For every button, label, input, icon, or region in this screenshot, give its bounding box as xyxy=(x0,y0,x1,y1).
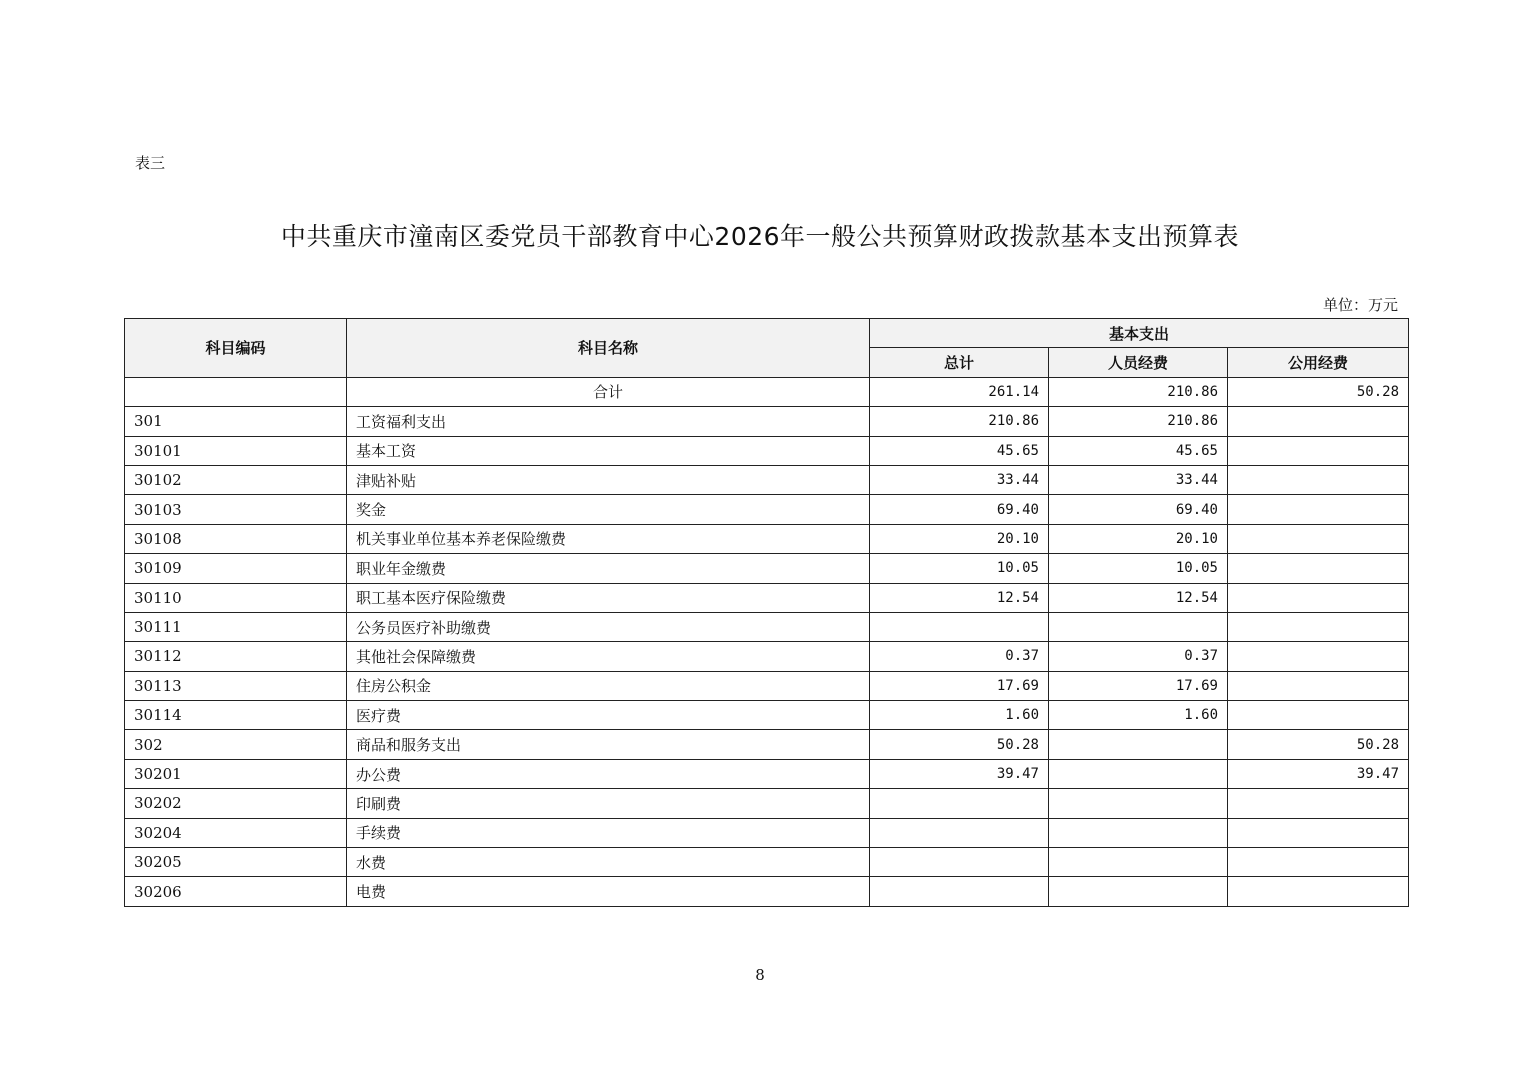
row-code: 30101 xyxy=(125,436,347,465)
row-code: 30112 xyxy=(125,642,347,671)
row-total: 33.44 xyxy=(870,465,1049,494)
total-row-total: 261.14 xyxy=(870,377,1049,406)
row-total: 45.65 xyxy=(870,436,1049,465)
row-personnel-cost: 210.86 xyxy=(1049,407,1228,436)
row-code: 30103 xyxy=(125,495,347,524)
row-personnel-cost: 69.40 xyxy=(1049,495,1228,524)
row-code: 302 xyxy=(125,730,347,759)
row-public-cost: 50.28 xyxy=(1228,730,1409,759)
table-row xyxy=(125,465,1409,494)
row-total: 12.54 xyxy=(870,583,1049,612)
total-row-personnel: 210.86 xyxy=(1049,377,1228,406)
row-total xyxy=(870,818,1049,847)
row-code: 30111 xyxy=(125,612,347,641)
total-row-name: 合计 xyxy=(347,377,870,406)
row-code: 30109 xyxy=(125,554,347,583)
row-public-cost xyxy=(1228,848,1409,877)
row-public-cost xyxy=(1228,642,1409,671)
row-name: 职工基本医疗保险缴费 xyxy=(347,583,870,612)
row-personnel-cost: 17.69 xyxy=(1049,671,1228,700)
row-personnel-cost: 33.44 xyxy=(1049,465,1228,494)
row-code: 30205 xyxy=(125,848,347,877)
row-total: 39.47 xyxy=(870,759,1049,788)
row-code: 30206 xyxy=(125,877,347,906)
row-total xyxy=(870,612,1049,641)
row-personnel-cost xyxy=(1049,848,1228,877)
table-row xyxy=(125,730,1409,759)
table-row xyxy=(125,436,1409,465)
row-total xyxy=(870,848,1049,877)
row-personnel-cost: 20.10 xyxy=(1049,524,1228,553)
row-public-cost xyxy=(1228,407,1409,436)
table-row xyxy=(125,877,1409,906)
row-public-cost xyxy=(1228,671,1409,700)
row-name: 公务员医疗补助缴费 xyxy=(347,612,870,641)
page-title: 中共重庆市潼南区委党员干部教育中心2026年一般公共预算财政拨款基本支出预算表 xyxy=(280,221,1240,251)
table-row xyxy=(125,701,1409,730)
row-personnel-cost: 1.60 xyxy=(1049,701,1228,730)
row-public-cost xyxy=(1228,612,1409,641)
row-public-cost xyxy=(1228,877,1409,906)
row-code: 30202 xyxy=(125,789,347,818)
table-row xyxy=(125,583,1409,612)
row-code: 30204 xyxy=(125,818,347,847)
row-name: 职业年金缴费 xyxy=(347,554,870,583)
budget-table xyxy=(124,318,1409,907)
table-number-label: 表三 xyxy=(135,154,166,172)
row-personnel-cost: 45.65 xyxy=(1049,436,1228,465)
row-name: 商品和服务支出 xyxy=(347,730,870,759)
row-public-cost xyxy=(1228,436,1409,465)
table-row xyxy=(125,642,1409,671)
header-public-cost: 公用经费 xyxy=(1228,348,1409,377)
row-name: 其他社会保障缴费 xyxy=(347,642,870,671)
row-total: 1.60 xyxy=(870,701,1049,730)
row-name: 手续费 xyxy=(347,818,870,847)
header-row-1 xyxy=(125,319,1409,348)
table-row xyxy=(125,407,1409,436)
row-code: 301 xyxy=(125,407,347,436)
header-subject-name: 科目名称 xyxy=(347,319,870,378)
header-basic-expenditure: 基本支出 xyxy=(870,319,1409,348)
row-total xyxy=(870,877,1049,906)
row-name: 基本工资 xyxy=(347,436,870,465)
row-personnel-cost xyxy=(1049,818,1228,847)
row-public-cost xyxy=(1228,701,1409,730)
page-number: 8 xyxy=(755,966,765,984)
row-name: 津贴补贴 xyxy=(347,465,870,494)
row-personnel-cost: 12.54 xyxy=(1049,583,1228,612)
row-name: 水费 xyxy=(347,848,870,877)
table-body xyxy=(125,377,1409,906)
row-total: 17.69 xyxy=(870,671,1049,700)
row-total: 10.05 xyxy=(870,554,1049,583)
table-row xyxy=(125,554,1409,583)
total-row-public: 50.28 xyxy=(1228,377,1409,406)
row-total: 210.86 xyxy=(870,407,1049,436)
row-personnel-cost xyxy=(1049,789,1228,818)
row-name: 住房公积金 xyxy=(347,671,870,700)
row-personnel-cost xyxy=(1049,612,1228,641)
row-personnel-cost xyxy=(1049,759,1228,788)
row-name: 医疗费 xyxy=(347,701,870,730)
row-code: 30114 xyxy=(125,701,347,730)
table-row xyxy=(125,848,1409,877)
row-name: 奖金 xyxy=(347,495,870,524)
header-subject-code: 科目编码 xyxy=(125,319,347,378)
row-code: 30110 xyxy=(125,583,347,612)
table-row xyxy=(125,495,1409,524)
row-total: 0.37 xyxy=(870,642,1049,671)
row-total: 20.10 xyxy=(870,524,1049,553)
row-name: 印刷费 xyxy=(347,789,870,818)
row-total: 50.28 xyxy=(870,730,1049,759)
row-personnel-cost xyxy=(1049,877,1228,906)
row-total xyxy=(870,789,1049,818)
row-public-cost xyxy=(1228,465,1409,494)
row-public-cost: 39.47 xyxy=(1228,759,1409,788)
row-name: 办公费 xyxy=(347,759,870,788)
unit-label: 单位：万元 xyxy=(1322,296,1398,314)
table-row xyxy=(125,612,1409,641)
row-public-cost xyxy=(1228,524,1409,553)
table-row xyxy=(125,524,1409,553)
total-row xyxy=(125,377,1409,406)
row-name: 电费 xyxy=(347,877,870,906)
row-name: 机关事业单位基本养老保险缴费 xyxy=(347,524,870,553)
table-header xyxy=(125,319,1409,378)
row-total: 69.40 xyxy=(870,495,1049,524)
table-row xyxy=(125,789,1409,818)
row-public-cost xyxy=(1228,583,1409,612)
table-row xyxy=(125,671,1409,700)
row-personnel-cost: 10.05 xyxy=(1049,554,1228,583)
header-personnel-cost: 人员经费 xyxy=(1049,348,1228,377)
total-row-code xyxy=(125,377,347,406)
row-public-cost xyxy=(1228,495,1409,524)
table-row xyxy=(125,818,1409,847)
row-code: 30108 xyxy=(125,524,347,553)
row-personnel-cost: 0.37 xyxy=(1049,642,1228,671)
header-total: 总计 xyxy=(870,348,1049,377)
row-public-cost xyxy=(1228,554,1409,583)
row-public-cost xyxy=(1228,818,1409,847)
row-code: 30102 xyxy=(125,465,347,494)
row-code: 30113 xyxy=(125,671,347,700)
row-personnel-cost xyxy=(1049,730,1228,759)
table-row xyxy=(125,759,1409,788)
row-name: 工资福利支出 xyxy=(347,407,870,436)
row-code: 30201 xyxy=(125,759,347,788)
row-public-cost xyxy=(1228,789,1409,818)
